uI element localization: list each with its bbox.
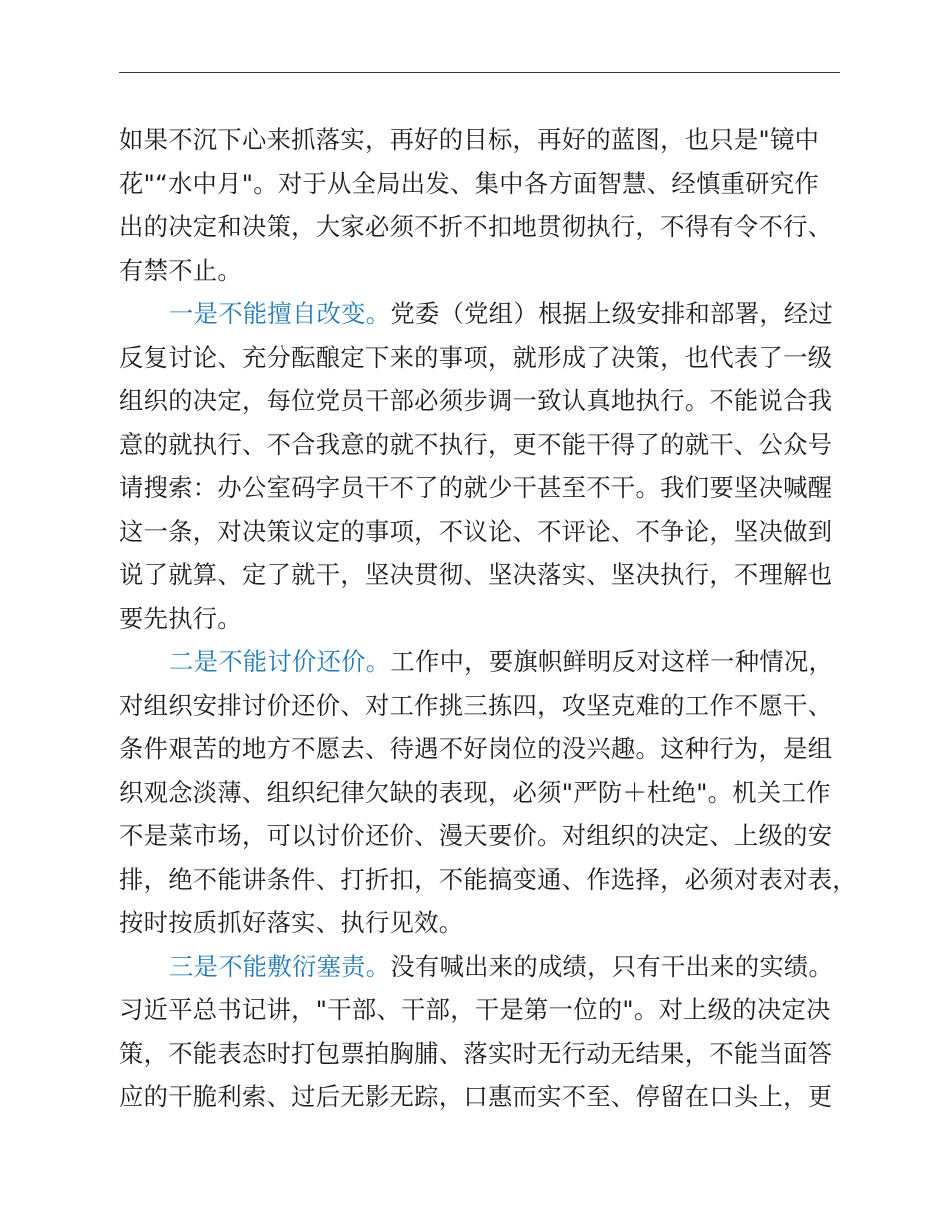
text-line: 不是菜市场，可以讨价还价、漫天要价。对组织的决定、上级的安 [119,821,833,850]
text-line: 出的决定和决策，大家必须不折不扣地贯彻执行，不得有令不行、 [119,212,833,241]
text-line: 花"“水中月"。对于从全局出发、集中各方面智慧、经慎重研究作 [119,168,819,198]
text-run: 党委（党组）根据上级安排和部署，经过 [390,299,834,328]
text-line-first [119,292,867,336]
paragraph-3 [119,640,867,945]
text-run: 没有喊出来的成绩，只有干出来的实绩。 [390,951,834,981]
header-rule [119,72,840,73]
paragraph-2 [119,292,867,640]
document-body [119,118,867,1119]
text-line: 反复讨论、充分酝酿定下来的事项，就形成了决策，也代表了一级 [119,342,833,372]
text-run: 工作中，要旗帜鲜明反对这样一种情况， [390,647,834,676]
text-line: 组织的决定，每位党员干部必须步调一致认真地执行。不能说合我 [119,386,833,415]
text-line: 请搜索：办公室码字员干不了的就少干甚至不干。我们要坚决喊醒 [119,473,833,502]
text-line-first [119,945,867,989]
paragraph-lead-heading: 二是不能讨价还价。 [169,647,391,676]
text-line: 如果不沉下心来抓落实，再好的目标，再好的蓝图，也只是"镜中 [119,125,820,154]
text-line: 排，绝不能讲条件、打折扣，不能搞变通、作选择，必须对表对表， [119,864,857,894]
text-line: 应的干脆利索、过后无影无踪，口惠而实不至、停留在口头上，更 [119,1082,833,1111]
text-line: 条件艰苦的地方不愿去、待遇不好岗位的没兴趣。这种行为，是组 [119,734,833,763]
text-line-first [119,640,867,684]
paragraph-1 [119,118,867,292]
paragraph-lead-heading: 三是不能敷衍塞责。 [169,951,391,981]
text-line: 这一条，对决策议定的事项，不议论、不评论、不争论，坚决做到 [119,516,833,546]
text-line: 习近平总书记讲，"干部、干部，干是第一位的"。对上级的决定决 [119,995,831,1024]
text-line: 有禁不止。 [119,255,242,285]
paragraph-lead-heading: 一是不能擅自改变。 [169,299,391,328]
text-line: 要先执行。 [119,603,242,633]
text-line: 织观念淡薄、组织纪律欠缺的表现，必须"严防＋杜绝"。机关工作 [119,777,831,807]
text-line: 意的就执行、不合我意的就不执行，更不能干得了的就干、公众号 [119,429,833,459]
text-line: 策，不能表态时打包票拍胸脯、落实时无行动无结果，不能当面答 [119,1038,833,1068]
text-line: 按时按质抓好落实、执行见效。 [119,908,464,937]
text-line: 对组织安排讨价还价、对工作挑三拣四，攻坚克难的工作不愿干、 [119,690,833,720]
text-line: 说了就算、定了就干，坚决贯彻、坚决落实、坚决执行，不理解也 [119,560,833,589]
paragraph-4 [119,945,867,1119]
